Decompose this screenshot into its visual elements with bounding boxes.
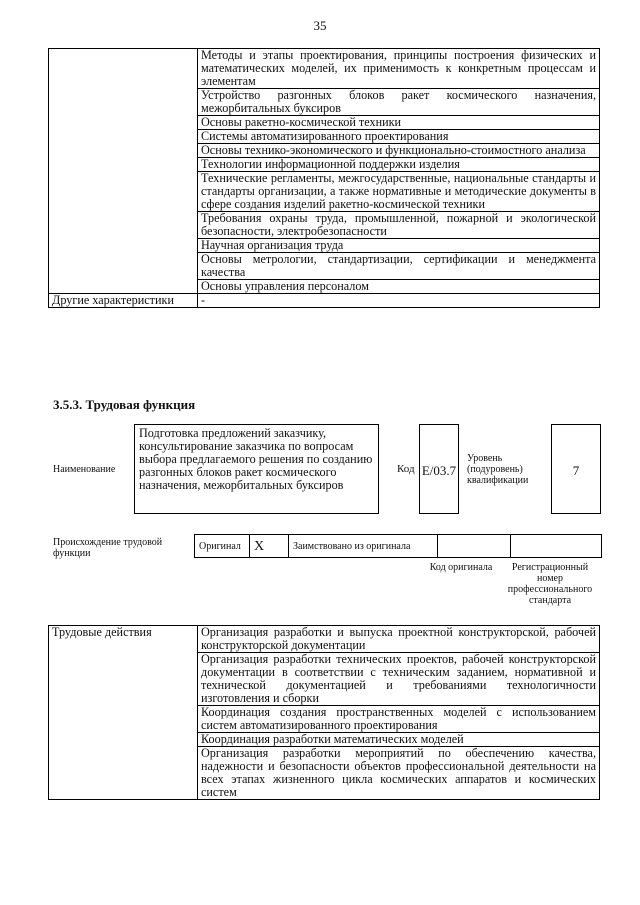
knowledge-item: Методы и этапы проектирования, принципы построения физических и математических моделей, их применимость к конкретным процессам и элементам (198, 49, 600, 89)
qualification-level-box: 7 (551, 424, 601, 514)
knowledge-item: Требования охраны труда, промышленной, пожарной и экологической безопасности, электробезопасности (198, 212, 600, 239)
knowledge-item: Основы управления персоналом (198, 280, 600, 294)
knowledge-item: Устройство разгонных блоков ракет космического назначения, межорбитальных буксиров (198, 89, 600, 116)
code-original-cell (438, 535, 511, 558)
original-mark: X (250, 535, 289, 558)
function-code-box: E/03.7 (419, 424, 459, 514)
page-number: 35 (313, 18, 327, 33)
reg-number-label: Регистрационный номер профессионального стандарта (507, 562, 593, 606)
section-title: 3.5.3. Трудовая функция (53, 397, 196, 412)
other-characteristics-value: - (198, 294, 600, 308)
table-row (195, 535, 602, 558)
function-name-box: Подготовка предложений заказчику, консультирование заказчика по вопросам выбора предлагаемого решения по созданию разгонных блоков ракет космического назначения, межорбитальных буксиров (134, 424, 379, 514)
knowledge-label-cell (49, 49, 198, 294)
labor-action-item: Организация разработки технических проектов, рабочей конструкторской документации в соответствии с техническим заданием, нормативной и технической документацией и требованиями технологичности изготовления и сборки (198, 653, 600, 706)
knowledge-item: Основы ракетно-космической техники (198, 116, 600, 130)
reg-number-cell (511, 535, 602, 558)
borrowed-label: Заимствовано из оригинала (289, 535, 438, 558)
origin-label: Происхождение трудовой функции (53, 537, 163, 559)
other-characteristics-label: Другие характеристики (49, 294, 198, 308)
labor-action-item: Организация разработки мероприятий по обеспечению качества, надежности и безопасности объектов профессиональной деятельности на всех этапах жизненного цикла космических аппаратов и космических систем (198, 747, 600, 800)
knowledge-item: Системы автоматизированного проектирования (198, 130, 600, 144)
knowledge-item: Технологии информационной поддержки изделия (198, 158, 600, 172)
knowledge-item: Основы технико-экономического и функционально-стоимостного анализа (198, 144, 600, 158)
table-row (49, 294, 600, 308)
code-label: Код (397, 463, 415, 475)
knowledge-item: Научная организация труда (198, 239, 600, 253)
level-label: Уровень (подуровень) квалификации (467, 453, 529, 486)
labor-action-item: Организация разработки и выпуска проектной конструкторской, рабочей конструкторской документации (198, 626, 600, 653)
labor-action-item: Координация создания пространственных моделей с использованием систем автоматизированного проектирования (198, 706, 600, 733)
labor-actions-table (48, 625, 600, 800)
labor-action-item: Координация разработки математических моделей (198, 733, 600, 747)
origin-table (194, 534, 602, 558)
code-original-label: Код оригинала (429, 562, 493, 573)
labor-actions-label: Трудовые действия (49, 626, 198, 800)
knowledge-item: Технические регламенты, межгосударственные, национальные стандарты и стандарты организации, а также нормативные и методические документы в сфере создания изделий ракетно-космической техники (198, 172, 600, 212)
knowledge-item: Основы метрологии, стандартизации, сертификации и менеджмента качества (198, 253, 600, 280)
name-label: Наименование (53, 464, 116, 475)
table-row (49, 49, 600, 89)
original-label: Оригинал (195, 535, 250, 558)
knowledge-table (48, 48, 600, 308)
table-row (49, 626, 600, 653)
